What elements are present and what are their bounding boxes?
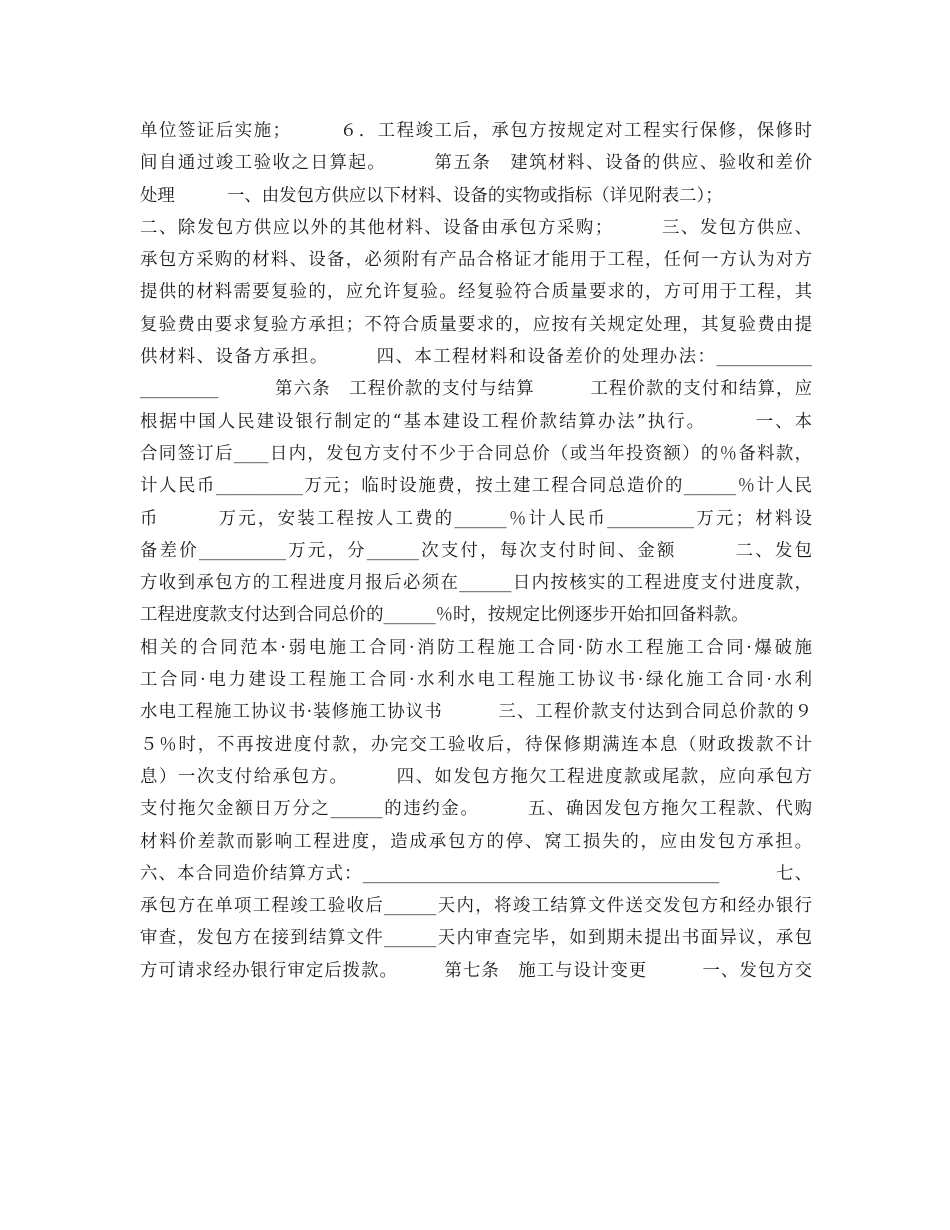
text-line: 审查，发包方在接到结算文件______天内审查完毕，如到期未提出书面异议，承包 xyxy=(140,928,812,949)
text-line: 计人民币__________万元；临时设施费，按土建工程合同总造价的______％计人民 xyxy=(140,476,812,497)
text-line: 材料价差款而影响工程进度，造成承包方的停、窝工损失的，应由发包方承担。 xyxy=(140,831,812,852)
text-line: 供材料、设备方承担。 四、本工程材料和设备差价的处理办法：___________ xyxy=(140,347,812,368)
document-body xyxy=(140,115,812,987)
text-line: 相关的合同范本·弱电施工合同·消防工程施工合同·防水工程施工合同·爆破施 xyxy=(140,637,812,658)
text-line: 合同签订后____日内，发包方支付不少于合同总价（或当年投资额）的％备料款， xyxy=(140,443,812,464)
text-line: _________ 第六条 工程价款的支付与结算 工程价款的支付和结算，应 xyxy=(140,379,812,400)
text-line: 二、除发包方供应以外的其他材料、设备由承包方采购； 三、发包方供应、 xyxy=(140,217,812,238)
text-line: 提供的材料需要复验的，应允许复验。经复验符合质量要求的，方可用于工程，其 xyxy=(140,282,812,303)
text-line: 息）一次支付给承包方。 四、如发包方拖欠工程进度款或尾款，应向承包方 xyxy=(140,766,812,787)
text-line: 间自通过竣工验收之日算起。 第五条 建筑材料、设备的供应、验收和差价 xyxy=(140,153,812,174)
text-line: 六、本合同造价结算方式：_________________________________________ 七、 xyxy=(140,863,812,884)
text-line: 币 万元，安装工程按人工费的______％计人民币__________万元；材料设 xyxy=(140,508,812,529)
text-line: 备差价__________万元，分______次支付，每次支付时间、金额 二、发包 xyxy=(140,540,812,561)
text-line: 承包方采购的材料、设备，必须附有产品合格证才能用于工程，任何一方认为对方 xyxy=(140,250,812,271)
text-line: 处理 一、由发包方供应以下材料、设备的实物或指标（详见附表二）； xyxy=(140,185,723,206)
text-line: 工程进度款支付达到合同总价的______％时，按规定比例逐步开始扣回备料款。 xyxy=(140,605,749,626)
text-line: 支付拖欠金额日万分之______的违约金。 五、确因发包方拖欠工程款、代购 xyxy=(140,799,812,820)
text-line: 复验费由要求复验方承担；不符合质量要求的，应按有关规定处理，其复验费由提 xyxy=(140,314,812,335)
text-line: 方收到承包方的工程进度月报后必须在______日内按核实的工程进度支付进度款， xyxy=(140,573,812,594)
text-line: 根据中国人民建设银行制定的“基本建设工程价款结算办法”执行。 一、本 xyxy=(140,411,812,432)
text-line: 方可请求经办银行审定后拨款。 第七条 施工与设计变更 一、发包方交 xyxy=(140,960,812,981)
text-line: 工合同·电力建设工程施工合同·水利水电工程施工协议书·绿化施工合同·水利 xyxy=(140,670,812,691)
text-line: ５％时，不再按进度付款，办完交工验收后，待保修期满连本息（财政拨款不计 xyxy=(140,734,812,755)
text-line: 承包方在单项工程竣工验收后______天内，将竣工结算文件送交发包方和经办银行 xyxy=(140,896,812,917)
text-line: 水电工程施工协议书·装修施工协议书 三、工程价款支付达到合同总价款的９ xyxy=(140,702,812,723)
text-line: 单位签证后实施； ６．工程竣工后，承包方按规定对工程实行保修，保修时 xyxy=(140,121,812,141)
